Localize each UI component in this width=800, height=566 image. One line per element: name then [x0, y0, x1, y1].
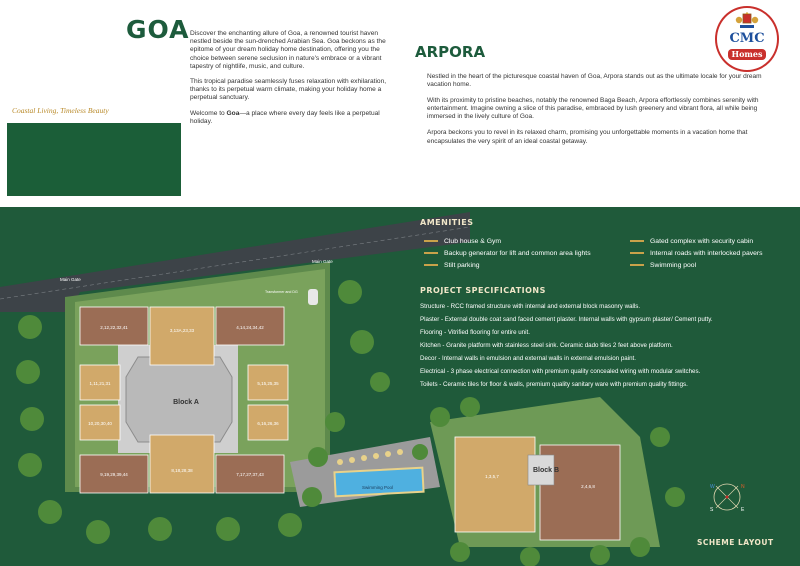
spec-item: Decor - Internal walls in emulsion and external walls in external emulsion paint. [420, 355, 636, 362]
compass-e: E [741, 507, 745, 513]
amenity-item: Backup generator for lift and common area lights [424, 250, 591, 257]
amenity-item: Internal roads with interlocked pavers [630, 250, 763, 257]
amenities-title: AMENITIES [420, 218, 474, 227]
spec-item: Plaster - External double coat sand faced cement plaster. Internal walls with gypsum plaster/ Cement putty. [420, 316, 713, 323]
arpora-para-3: Arpora beckons you to revel in its relaxed charm, promising you unforgettable moments in a vacation home that encapsulates the very spirit of an ideal coastal getaway. [427, 129, 748, 145]
amenity-item: Stilt parking [424, 262, 480, 269]
arpora-title: ARPORA [415, 43, 486, 61]
unit-label-a: 6,16,26,36 [257, 421, 279, 426]
cmc-homes-logo [715, 6, 779, 72]
goa-title: GOA [126, 15, 190, 44]
unit-label-b: 2,4,6,8 [581, 484, 595, 489]
unit-label-a: 2,12,22,32,41 [100, 325, 128, 330]
tagline: Coastal Living, Timeless Beauty [12, 106, 109, 115]
crest-icon [734, 12, 760, 32]
logo-brand: CMC [729, 31, 765, 46]
top-panel [0, 0, 800, 207]
unit-label-a: 4,14,24,34,42 [236, 325, 264, 330]
unit-label-b: 1,3,5,7 [485, 474, 499, 479]
goa-para-3: Welcome to Goa—a place where every day feels like a perpetual holiday. [190, 109, 380, 125]
green-image-placeholder [7, 123, 181, 196]
spec-item: Electrical - 3 phase electrical connection with premium quality concealed wiring with modular switches. [420, 368, 701, 375]
main-gate-left-label: Main Gate [60, 277, 81, 282]
compass-w: W [710, 484, 715, 490]
spec-item: Toilets - Ceramic tiles for floor & walls, premium quality sanitary ware with premium quality fittings. [420, 381, 688, 388]
unit-label-a: 8,18,28,38 [171, 468, 193, 473]
compass-icon [714, 484, 740, 510]
scheme-layout-label: SCHEME LAYOUT [697, 538, 774, 547]
swimming-pool [334, 468, 423, 497]
main-gate-right-label: Main Gate [312, 259, 333, 264]
logo-sub: Homes [728, 49, 766, 60]
block-b-label: Block B [532, 467, 560, 474]
goa-description [190, 30, 390, 133]
block-b-unit [455, 437, 535, 532]
unit-label-a: 10,20,30,40 [88, 421, 112, 426]
spec-item: Structure - RCC framed structure with internal and external block masonry walls. [420, 303, 641, 310]
scheme-layout-panel [0, 207, 800, 566]
spec-item: Flooring - Vitrified flooring for entire unit. [420, 329, 530, 336]
spec-item: Kitchen - Granite platform with stainless steel sink. Ceramic dado tiles 2 feet above platform. [420, 342, 673, 349]
swimming-pool-label: Swimming Pool [362, 485, 394, 490]
car-icon [308, 289, 318, 305]
transformer-label: Transformer and DG [265, 290, 298, 294]
amenity-item: Club house & Gym [424, 238, 501, 245]
unit-label-a: 1,11,21,31 [89, 381, 111, 386]
unit-label-a: 3,13A,23,33 [169, 328, 195, 333]
goa-para-1: Discover the enchanting allure of Goa, a renowned tourist haven nestled beside the sun-drenched Arabian Sea. Goa beckons as the epitome of your dream holiday home destination, offering you the choice between serene seclusion in nature's embrace or a vibrant tapestry of nightlife, music, and culture. [190, 30, 386, 70]
compass-s: S [710, 507, 714, 513]
unit-label-a: 9,19,29,39,44 [100, 472, 128, 477]
unit-label-a: 7,17,27,37,43 [236, 472, 264, 477]
arpora-para-1: Nestled in the heart of the picturesque coastal haven of Goa, Arpora stands out as the ultimate locale for your dream vacation home. [427, 73, 762, 89]
amenity-item: Swimming pool [630, 262, 696, 269]
arpora-description [427, 73, 772, 154]
specs-title: PROJECT SPECIFICATIONS [420, 286, 546, 295]
arpora-para-2: With its proximity to pristine beaches, notably the renowned Baga Beach, Arpora effortlessly combines serenity with entertainment. Imagine owning a slice of this paradise, embraced by lush greenery and vibrant flora, all while being immersed in the lively culture of Goa. [427, 97, 759, 121]
unit-label-a: 5,15,25,35 [257, 381, 279, 386]
amenity-item: Gated complex with security cabin [630, 238, 753, 245]
goa-para-2: This tropical paradise seamlessly fuses relaxation with exhilaration, thanks to its perpetual warm climate, making your holiday home a perpetual sanctuary. [190, 78, 387, 102]
block-a-label: Block A [173, 399, 199, 406]
compass-n: N [741, 484, 745, 490]
